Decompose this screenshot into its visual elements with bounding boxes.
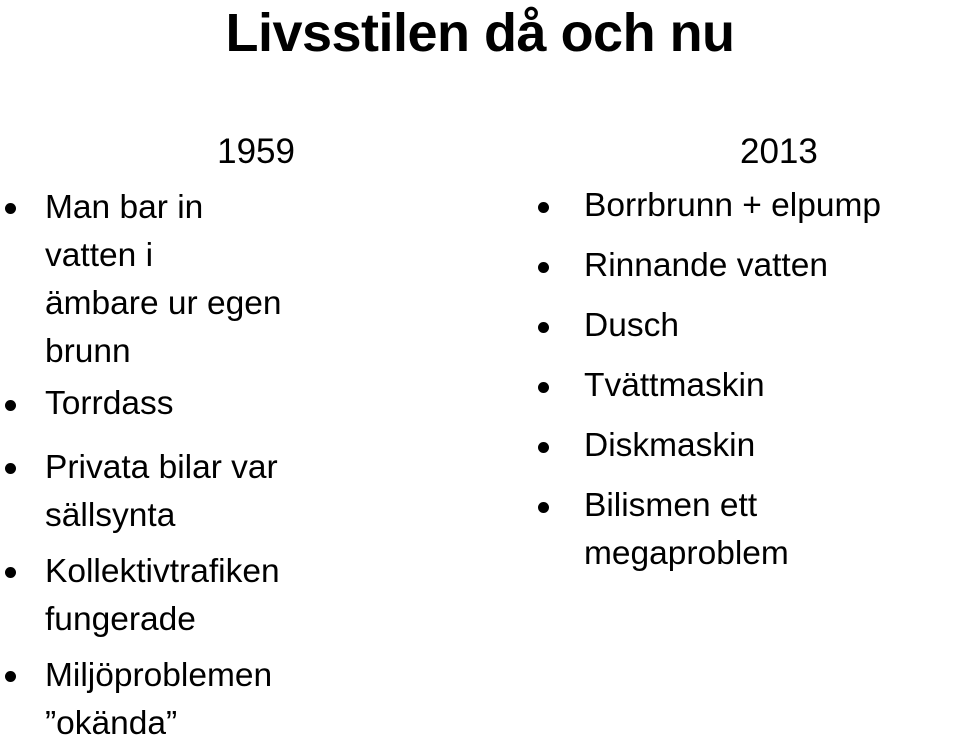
- right-column: [530, 128, 955, 578]
- bullet-icon: [5, 671, 16, 682]
- list-item-text: Diskmaskin: [584, 427, 756, 464]
- list-item-text: Kollektivtrafiken fungerade: [45, 553, 280, 638]
- bullet-icon: [538, 322, 549, 333]
- list-item-text: Man bar in vatten i ämbare ur egen brunn: [45, 189, 282, 370]
- list-item: [530, 296, 955, 356]
- list-item-text: Dusch: [584, 307, 679, 344]
- list-item: [0, 540, 300, 644]
- bullet-icon: [5, 567, 16, 578]
- right-bullet-list: [530, 176, 955, 578]
- bullet-icon: [538, 382, 549, 393]
- list-item: [530, 236, 955, 296]
- list-item: [530, 416, 955, 476]
- left-column: [0, 128, 300, 748]
- slide-title: Livsstilen då och nu: [225, 3, 735, 63]
- list-item-text: Torrdass: [45, 385, 174, 422]
- bullet-icon: [538, 502, 549, 513]
- list-item: [0, 644, 300, 748]
- list-item-text: Rinnande vatten: [584, 247, 828, 284]
- bullet-icon: [5, 400, 16, 411]
- left-column-header: 1959: [217, 132, 295, 171]
- list-item: [530, 476, 955, 578]
- bullet-icon: [538, 262, 549, 273]
- list-item: [0, 376, 300, 432]
- right-column-header: 2013: [740, 132, 818, 171]
- list-item-text: Bilismen ett megaproblem: [584, 487, 789, 572]
- list-item-text: Privata bilar var sällsynta: [45, 449, 278, 534]
- bullet-icon: [5, 203, 16, 214]
- left-bullet-list: [0, 176, 300, 748]
- list-item: [0, 176, 300, 376]
- list-item-text: Borrbrunn + elpump: [584, 187, 882, 224]
- list-item: [530, 356, 955, 416]
- list-item-text: Tvättmaskin: [584, 367, 765, 404]
- list-item: [530, 176, 955, 236]
- list-item-text: Miljöproblemen ”okända”: [45, 657, 273, 742]
- list-item: [0, 436, 300, 540]
- bullet-icon: [538, 442, 549, 453]
- bullet-icon: [538, 202, 549, 213]
- bullet-icon: [5, 463, 16, 474]
